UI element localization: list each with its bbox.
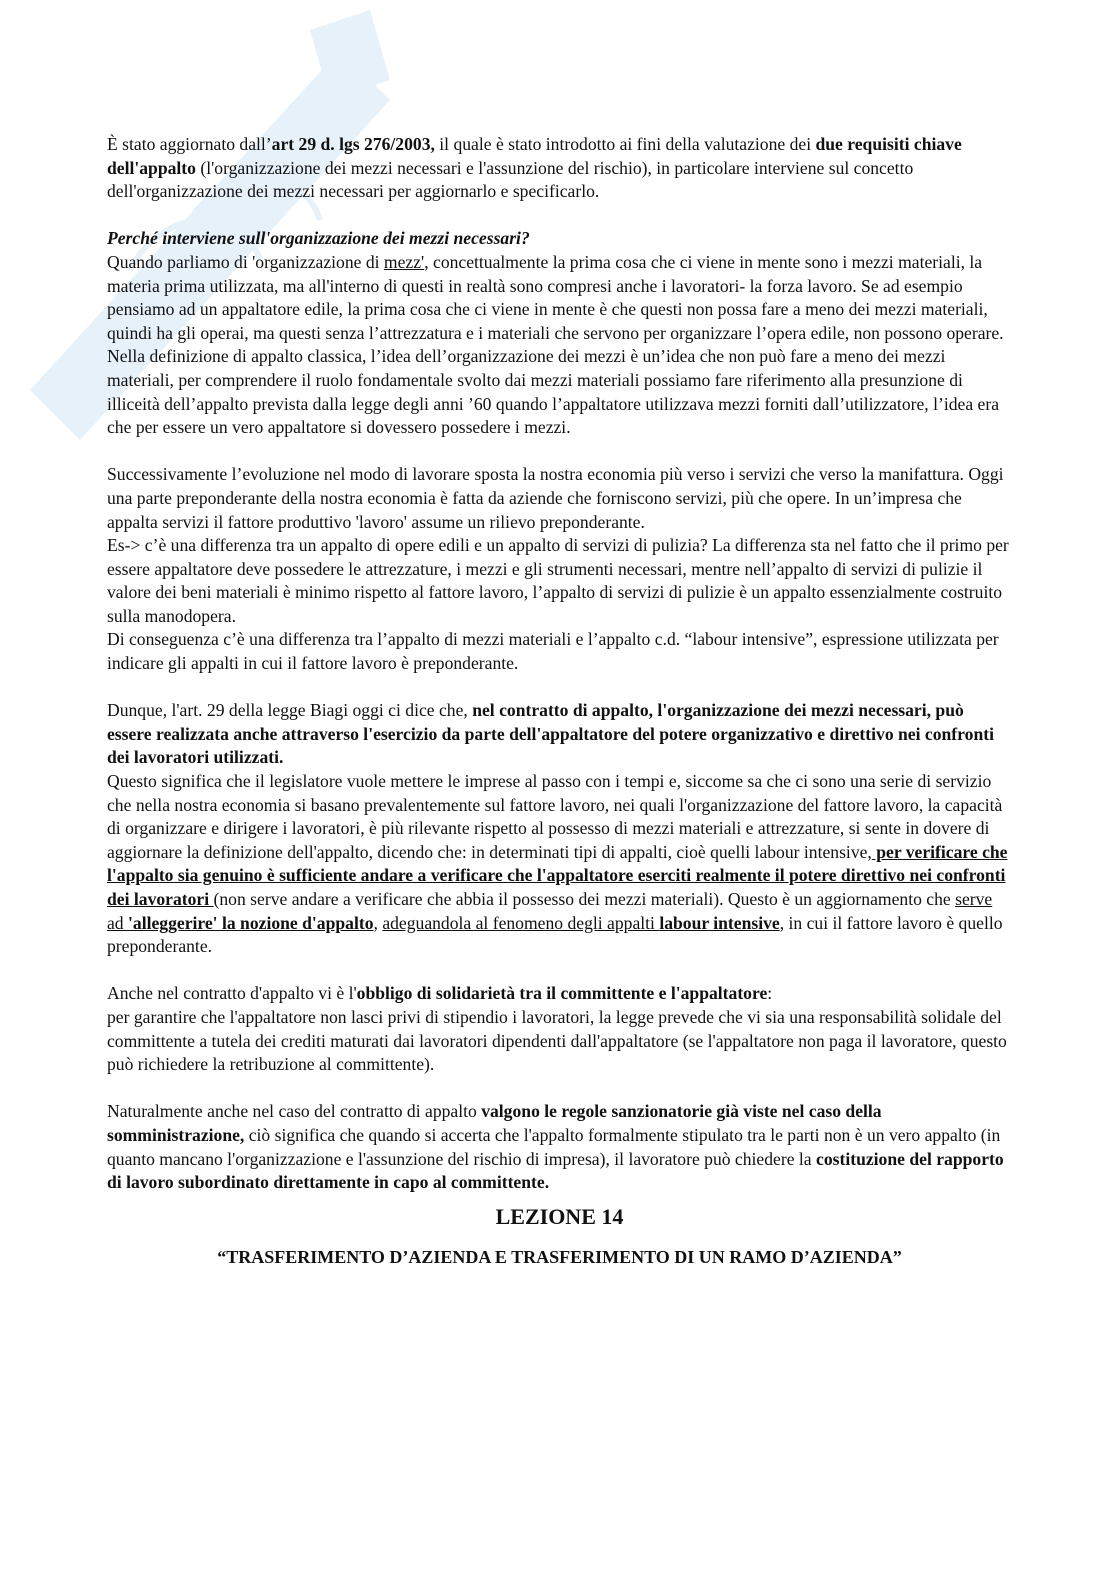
paragraph-solidarieta: Anche nel contratto d'appalto vi è l'obbligo di solidarietà tra il committente e l'appaltatore: [107, 983, 773, 1004]
section-heading: Perché interviene sull'organizzazione dei mezzi necessari? [107, 228, 530, 249]
document-body [107, 133, 1012, 1269]
paragraph-conseguenza: Di conseguenza c’è una differenza tra l’appalto di mezzi materiali e l’appalto c.d. “labour intensive”, espressione utilizzata per indicare gli appalti in cui il fattore lavoro è preponderante. [107, 629, 999, 674]
paragraph-intro: È stato aggiornato dall’art 29 d. lgs 276/2003, il quale è stato introdotto ai fini della valutazione dei due requisiti chiave dell'appalto (l'organizzazione dei mezzi necessari e l'assunzione del rischio), in particolare interviene sul concetto dell'organizzazione dei mezzi necessari per aggiornarlo e specificarlo. [107, 134, 962, 202]
paragraph-responsabilita: per garantire che l'appaltatore non lasci privi di stipendio i lavoratori, la legge prevede che vi sia una responsabilità solidale del committente a tutela dei crediti maturati dai lavoratori dipendenti dall'appaltatore (se l'appaltatore non paga il lavoratore, questo può richiedere la retribuzione al committente). [107, 1006, 1007, 1075]
paragraph-evoluzione: Successivamente l’evoluzione nel modo di lavorare sposta la nostra economia più verso i servizi che verso la manifattura. Oggi una parte preponderante della nostra economia è fatta da aziende che forniscono servizi, più che opere. In un’impresa che appalta servizi il fattore produttivo 'lavoro' assume un rilievo preponderante. [107, 464, 1004, 532]
paragraph-legislatore: Questo significa che il legislatore vuole mettere le imprese al passo con i tempi e, siccome sa che ci sono una serie di servizio che nella nostra economia si basano prevalentemente sul fattore lavoro, nei quali l'organizzazione del fattore lavoro, la capacità di organizzare e dirigere i lavoratori, è più rilevante rispetto al possesso di mezzi materiali e attrezzature, si sente in dovere di aggiornare la definizione dell'appalto, dicendo che: in determinati tipi di appalti, cioè quelli labour intensive, per verificare che l'appalto sia genuino è sufficiente andare a verificare che l'appaltatore eserciti realmente il potere direttivo nei confronti dei lavoratori (non serve andare a verificare che abbia il possesso dei mezzi materiali). Questo è un aggiornamento che serve ad 'alleggerire' la nozione d'appalto, adeguandola al fenomeno degli appalti labour intensive, in cui il fattore lavoro è quello preponderante. [107, 771, 1008, 957]
paragraph-mezzi: Quando parliamo di 'organizzazione di mezz', concettualmente la prima cosa che ci viene in mente sono i mezzi materiali, la materia prima utilizzata, ma all'interno di questi in realtà sono compresi anche i lavoratori- la forza lavoro. Se ad esempio pensiamo ad un appaltatore edile, la prima cosa che ci viene in mente è che questi non possa fare a meno dei mezzi materiali, quindi ha gli operai, ma questi senza l’attrezzatura e i materiali che servono per organizzare l’opera edile, non possono operare. [107, 251, 1004, 343]
paragraph-art29: Dunque, l'art. 29 della legge Biagi oggi ci dice che, nel contratto di appalto, l'organizzazione dei mezzi necessari, può essere realizzata anche attraverso l'esercizio da parte dell'appaltatore del potere organizzativo e direttivo nei confronti dei lavoratori utilizzati. [107, 700, 994, 768]
paragraph-esempio: Es-> c’è una differenza tra un appalto di opere edili e un appalto di servizi di pulizia? La differenza sta nel fatto che il primo per essere appaltatore deve possedere le attrezzature, i mezzi e gli strumenti necessari, mentre nell’appalto di servizi di pulizie il valore dei beni materiali è minimo rispetto al fattore lavoro, l’appalto di servizi di pulizie è un appalto essenzialmente costruito sulla manodopera. [107, 535, 1009, 626]
paragraph-sanzioni: Naturalmente anche nel caso del contratto di appalto valgono le regole sanzionatorie già viste nel caso della somministrazione, ciò significa che quando si accerta che l'appalto formalmente stipulato tra le parti non è un vero appalto (in quanto mancano l'organizzazione e l'assunzione del rischio di impresa), il lavoratore può chiedere la costituzione del rapporto di lavoro subordinato direttamente in capo al committente. [107, 1101, 1004, 1193]
lesson-subtitle: “TRASFERIMENTO D’AZIENDA E TRASFERIMENTO DI UN RAMO D’AZIENDA” [217, 1246, 902, 1267]
lesson-title: LEZIONE 14 [495, 1203, 624, 1229]
paragraph-definizione: Nella definizione di appalto classica, l’idea dell’organizzazione dei mezzi è un’idea che non può fare a meno dei mezzi materiali, per comprendere il ruolo fondamentale svolto dai mezzi materiali possiamo fare riferimento alla presunzione di illiceità dell’appalto prevista dalla legge degli anni ’60 quando l’appaltatore utilizzava mezzi forniti dall’utilizzatore, l’idea era che per essere un vero appaltatore si dovessero possedere i mezzi. [107, 346, 1000, 438]
